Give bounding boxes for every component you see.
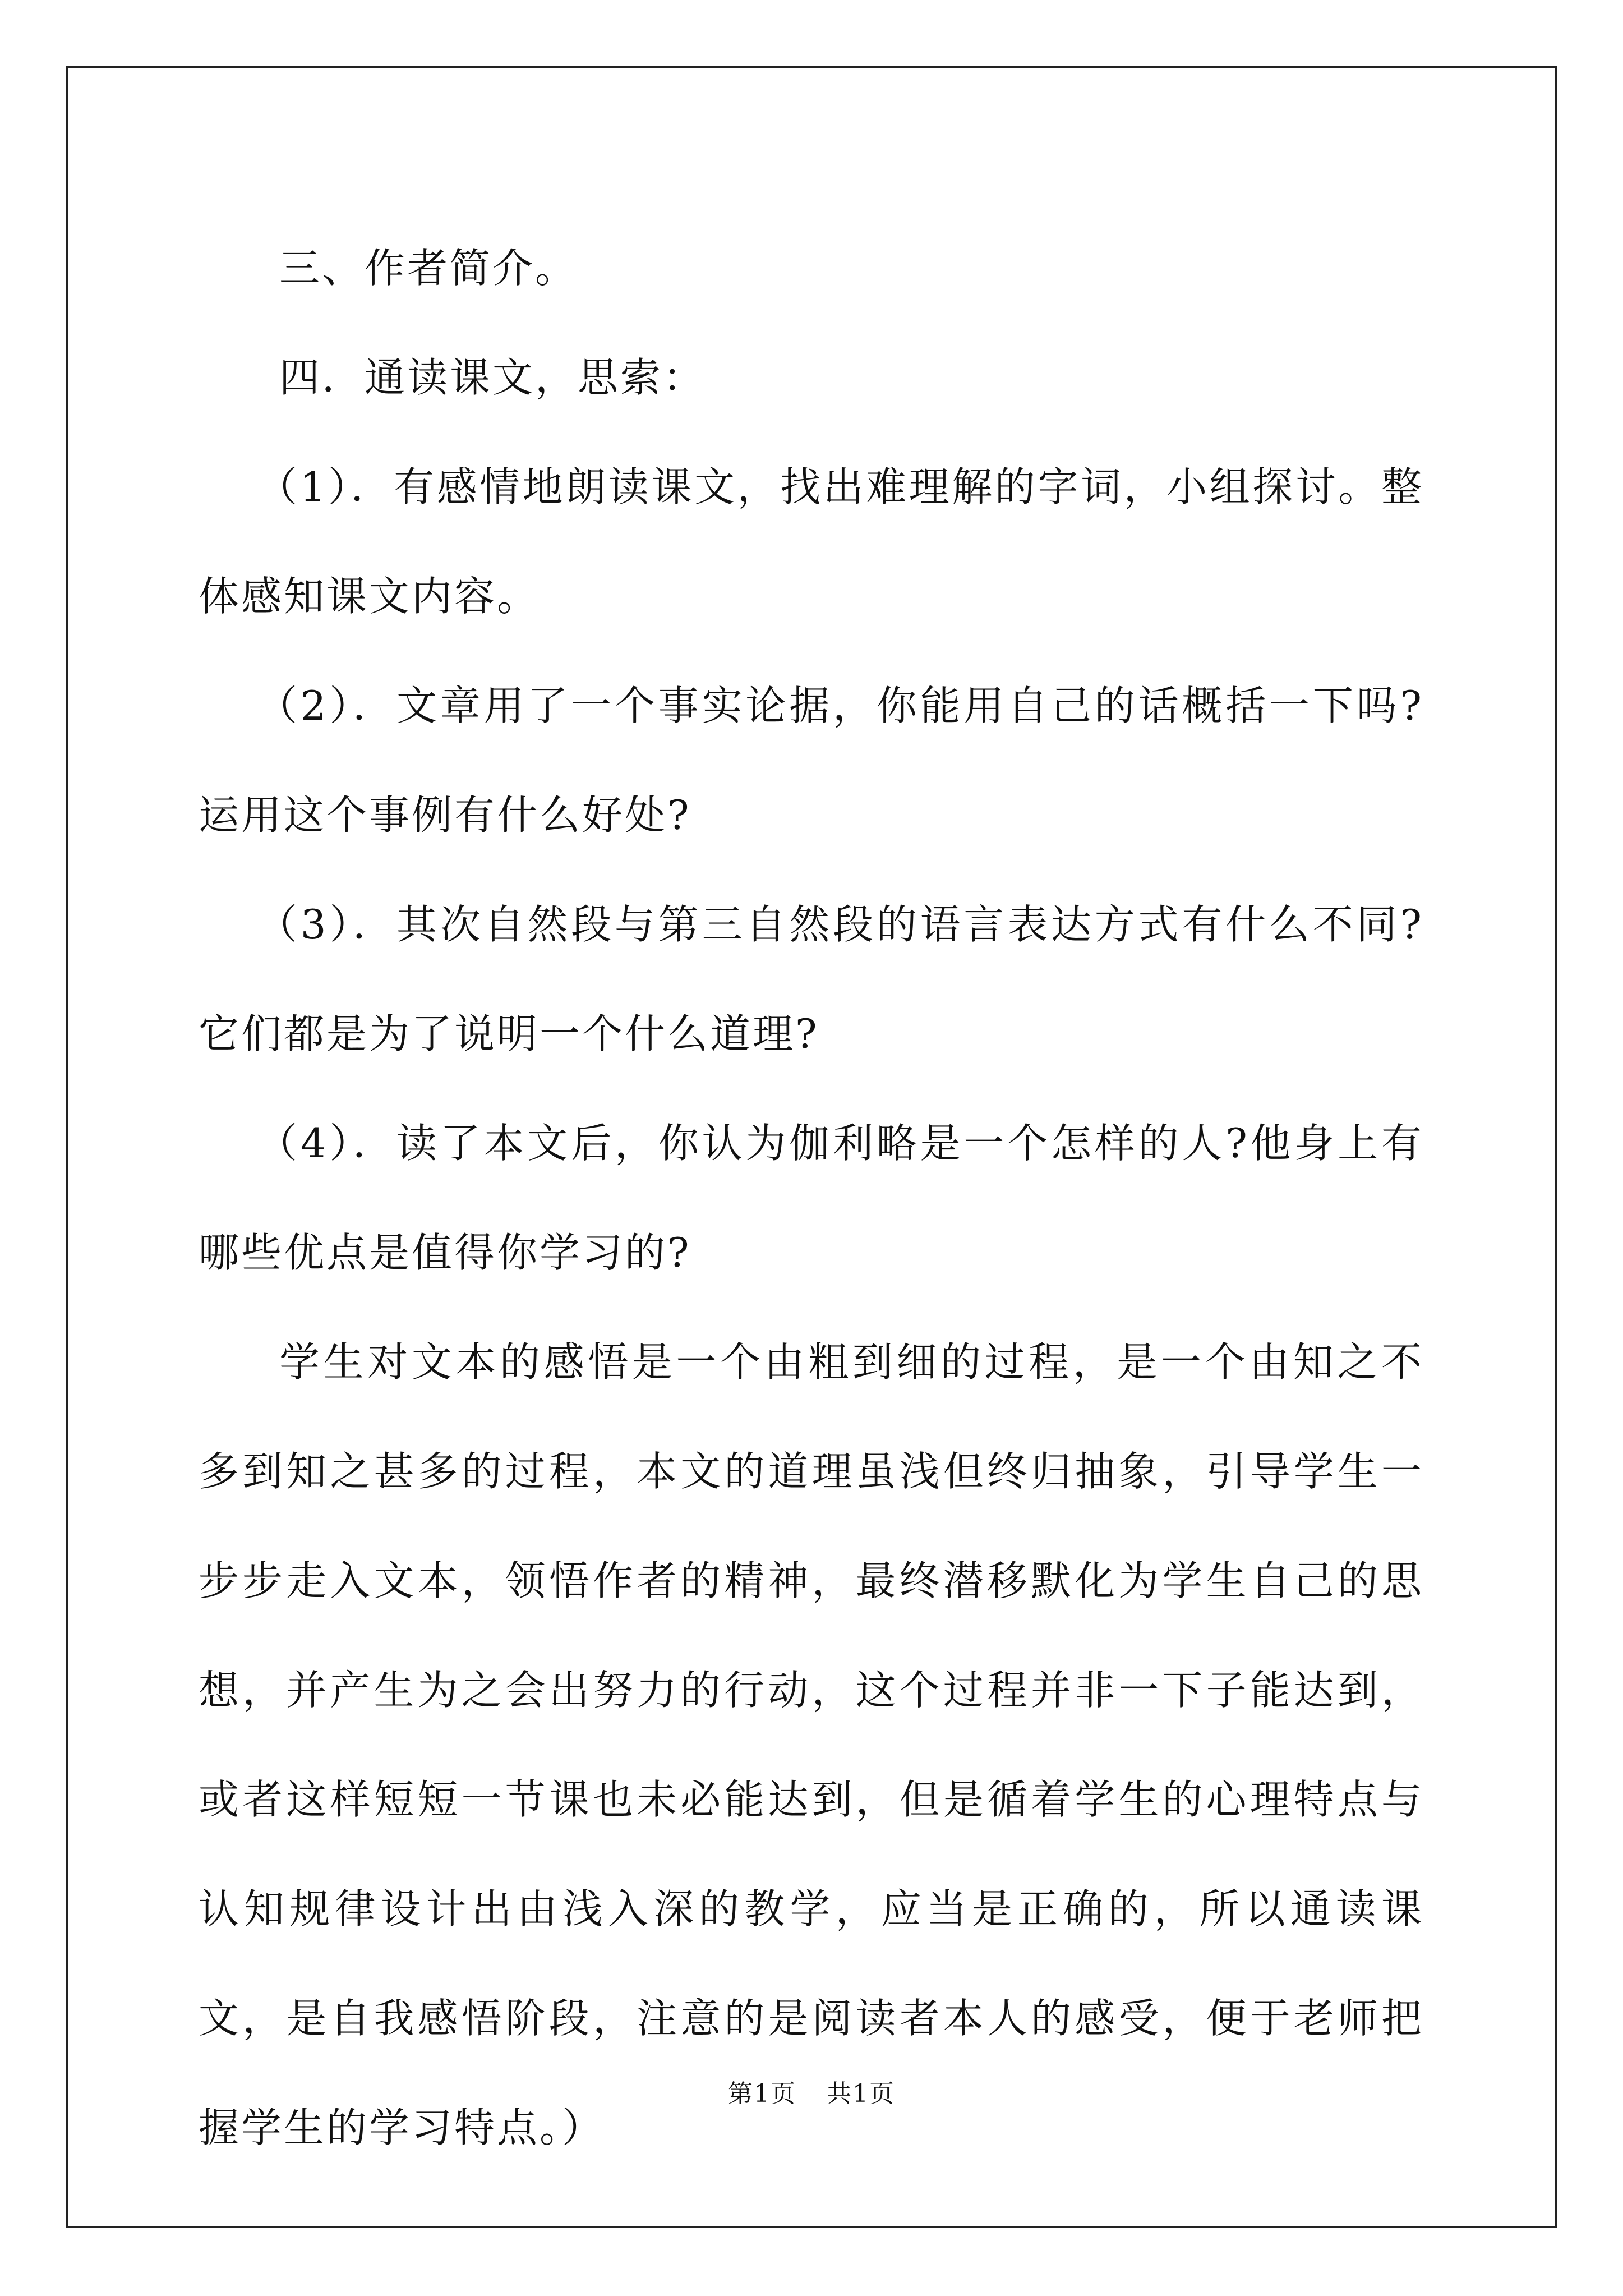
paragraph-question-4: （4）．读了本文后，你认为伽利略是一个怎样的人?他身上有哪些优点是值得你学习的? bbox=[199, 1120, 1424, 1276]
current-page-label: 第1页 bbox=[728, 2079, 796, 2108]
paragraph-author-intro: 三、作者简介。 bbox=[279, 245, 578, 292]
total-pages-label: 共1页 bbox=[827, 2079, 895, 2108]
paragraph-commentary: 学生对文本的感悟是一个由粗到细的过程，是一个由知之不多到知之甚多的过程，本文的道理虽浅但终归抽象，引导学生一步步走入文本，领悟作者的精神，最终潜移默化为学生自己的思想，并产生为之会出努力的行动，这个过程并非一下子能达到，或者这样短短一节课也未必能达到，但是循着学生的心理特点与认知规律设计出由浅入深的教学，应当是正确的，所以通读课文，是自我感悟阶段，注意的是阅读者本人的感受，便于老师把握学生的学习特点。） bbox=[199, 1338, 1424, 2151]
paragraph-read-through: 四．通读课文，思索： bbox=[279, 354, 706, 401]
page-footer bbox=[0, 2077, 1623, 2111]
paragraph-question-2: （2）．文章用了一个事实论据，你能用自己的话概括一下吗?运用这个事例有什么好处? bbox=[199, 682, 1424, 839]
paragraph-question-1: （1）．有感情地朗读课文，找出难理解的字词，小组探讨。整体感知课文内容。 bbox=[199, 463, 1424, 620]
paragraph-question-3: （3）．其次自然段与第三自然段的语言表达方式有什么不同?它们都是为了说明一个什么道理? bbox=[199, 901, 1424, 1057]
document-body bbox=[199, 214, 1424, 2183]
